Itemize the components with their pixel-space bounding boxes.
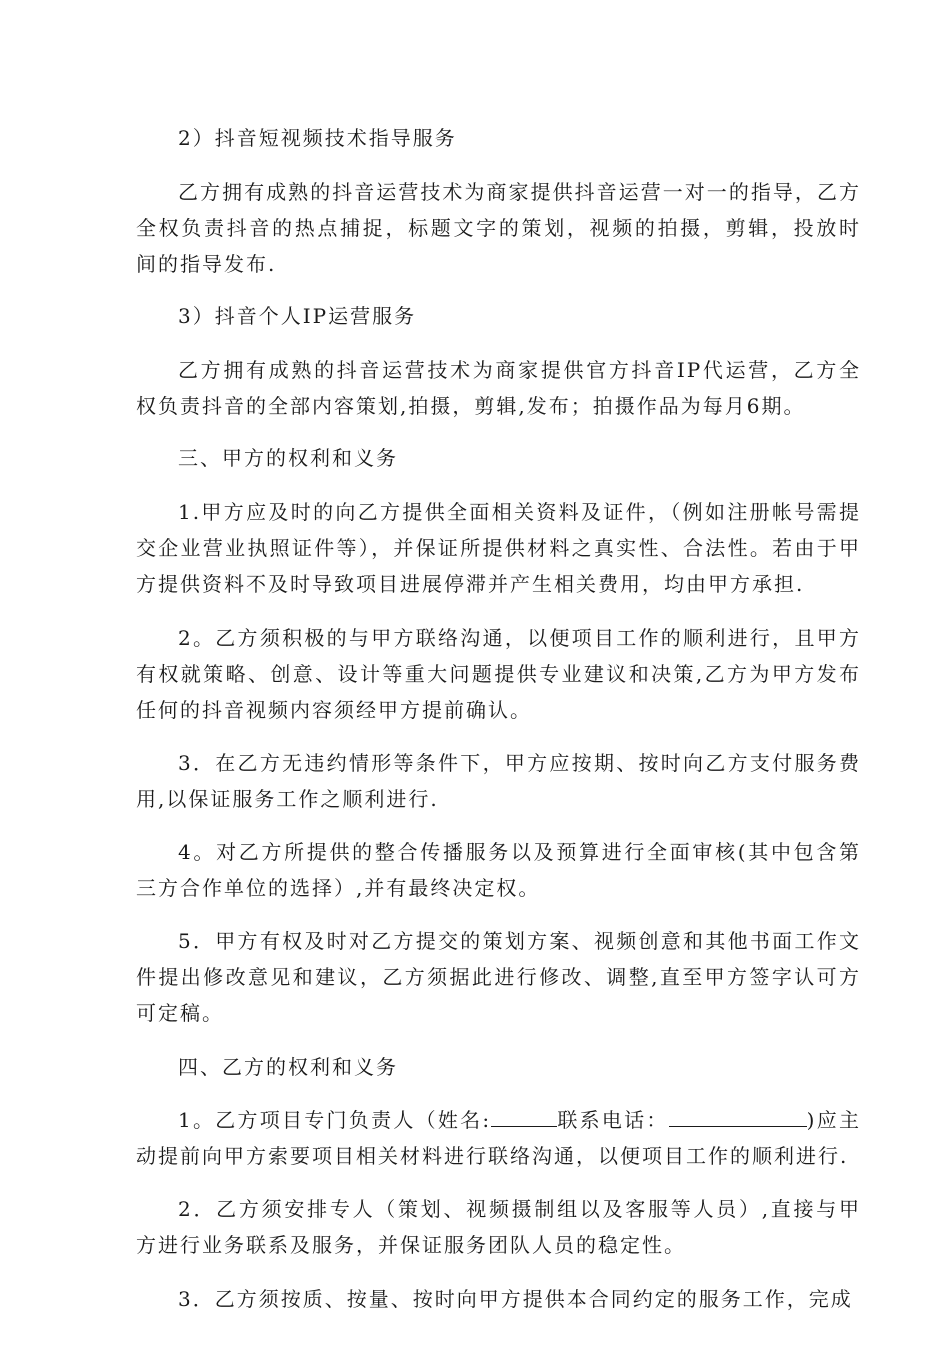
part-heading-party-a-rights: 三、甲方的权利和义务 <box>178 446 398 470</box>
part-heading-party-b-rights: 四、乙方的权利和义务 <box>178 1055 398 1079</box>
name-blank-field[interactable] <box>491 1104 557 1127</box>
clause-a-2: 2。乙方须积极的与甲方联络沟通，以便项目工作的顺利进行，且甲方有权就策略、创意、设计等重大问题提供专业建议和决策,乙方为甲方发布任何的抖音视频内容须经甲方提前确认。 <box>136 626 861 722</box>
clause-b-2: 2．乙方须安排专人（策划、视频摄制组以及客服等人员）,直接与甲方进行业务联系及服务，并保证服务团队人员的稳定性。 <box>136 1197 861 1257</box>
clause-b-1-phone-label: 联系电话： <box>557 1108 669 1132</box>
paragraph-personal-ip: 乙方拥有成熟的抖音运营技术为商家提供官方抖音IP代运营，乙方全权负责抖音的全部内容策划,拍摄，剪辑,发布；拍摄作品为每月6期。 <box>136 358 861 418</box>
clause-a-4: 4。对乙方所提供的整合传播服务以及预算进行全面审核(其中包含第三方合作单位的选择）,并有最终决定权。 <box>136 840 861 900</box>
clause-a-5: 5．甲方有权及时对乙方提交的策划方案、视频创意和其他书面工作文件提出修改意见和建议，乙方须据此进行修改、调整,直至甲方签字认可方可定稿。 <box>136 929 861 1025</box>
section-heading-douyin-guidance: 2）抖音短视频技术指导服务 <box>178 126 457 150</box>
clause-a-1: 1.甲方应及时的向乙方提供全面相关资料及证件，（例如注册帐号需提交企业营业执照证件等），并保证所提供材料之真实性、合法性。若由于甲方提供资料不及时导致项目进展停滞并产生相关费用，均由甲方承担. <box>136 500 861 596</box>
clause-b-3: 3．乙方须按质、按量、按时向甲方提供本合同约定的服务工作，完成 <box>178 1287 853 1311</box>
section-heading-personal-ip: 3）抖音个人IP运营服务 <box>178 304 417 328</box>
paragraph-douyin-guidance: 乙方拥有成熟的抖音运营技术为商家提供抖音运营一对一的指导，乙方全权负责抖音的热点捕捉，标题文字的策划，视频的拍摄，剪辑，投放时间的指导发布. <box>136 180 861 276</box>
phone-blank-field[interactable] <box>669 1104 807 1127</box>
clause-b-1-tail: )应主动提前向甲方索要项目相关材料进行联络沟通，以便项目工作的顺利进行. <box>136 1108 861 1168</box>
clause-b-1 <box>136 1102 861 1174</box>
clause-a-3: 3．在乙方无违约情形等条件下，甲方应按期、按时向乙方支付服务费用,以保证服务工作之顺利进行. <box>136 751 861 811</box>
clause-b-1-lead: 1。乙方项目专门负责人（姓名: <box>178 1108 492 1132</box>
